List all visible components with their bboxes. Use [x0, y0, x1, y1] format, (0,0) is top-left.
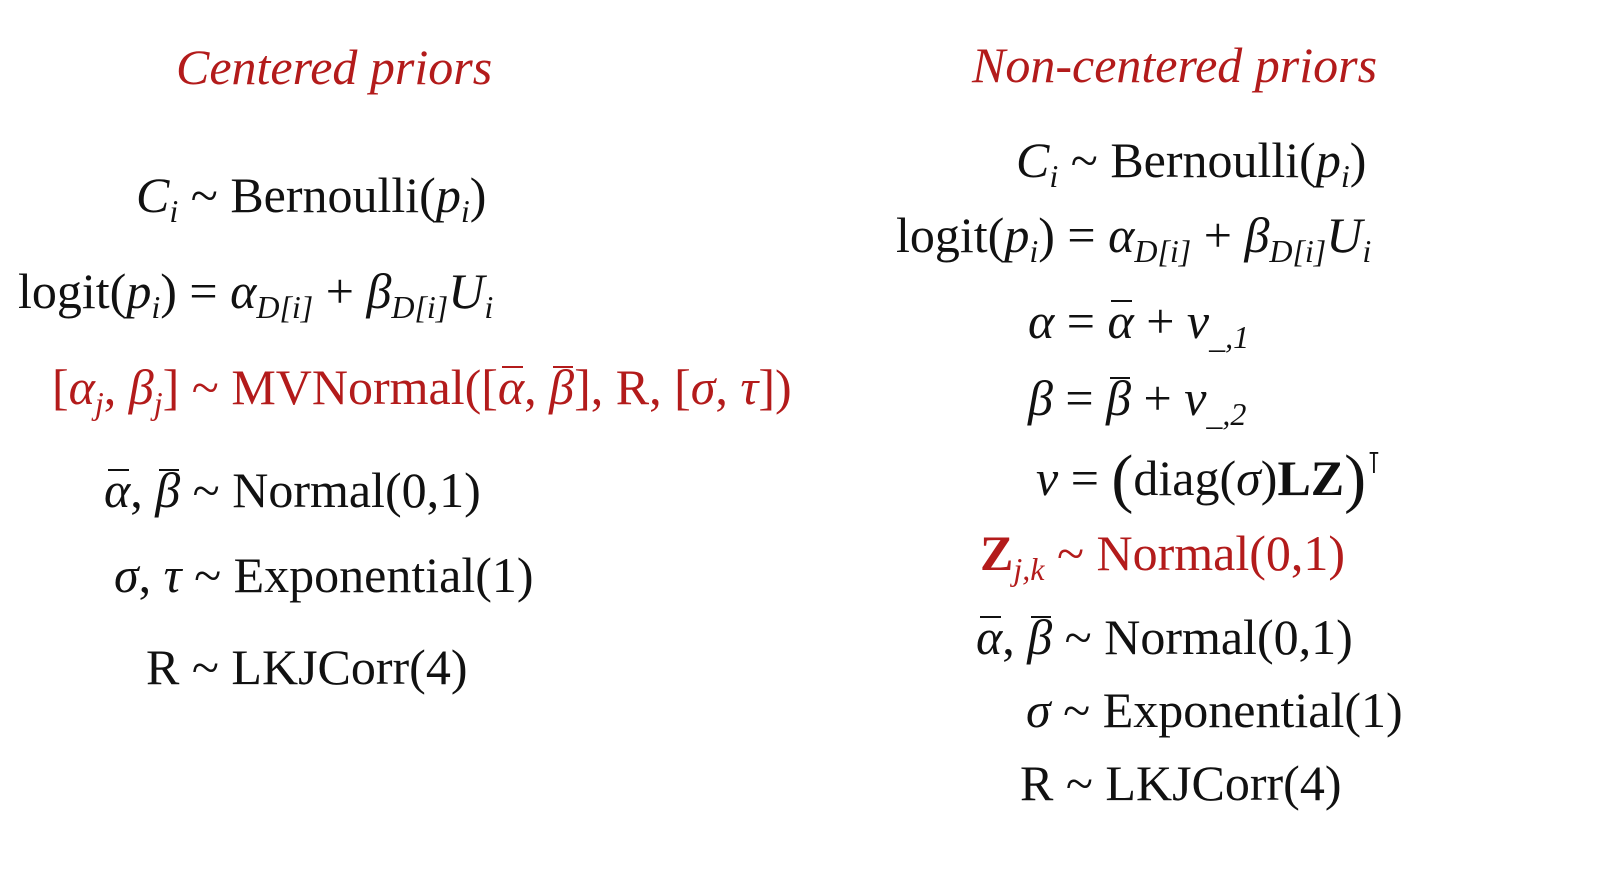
right-scale-prior: σ ~ Exponential(1): [1026, 682, 1403, 738]
non-centered-priors-heading: Non-centered priors: [972, 37, 1378, 93]
left-likelihood-equation: $C_i$ ~ $Bernoulli(p_i)$: [136, 167, 487, 229]
right-likelihood-equation: $C_i$ ~ $Bernoulli(p_i)$: [1016, 132, 1367, 194]
centered-priors-heading: Centered priors: [176, 39, 493, 95]
right-z-prior: $Z_{j,k}$ ~ Normal(0,1): [980, 525, 1346, 587]
right-logit-equation: $logit(p_i) = \alpha_{D[i]} + \beta_{D[i]}U_i$: [896, 207, 1372, 269]
right-mean-prior: α, β ~ Normal(0,1): [976, 609, 1353, 665]
right-v-equation: v = (diag(σ)LZ)⊺: [1036, 442, 1382, 515]
right-beta-equation: $\beta = \beta + v_{\_,2}$: [1028, 370, 1247, 432]
left-scale-prior: σ, τ ~ Exponential(1): [114, 547, 534, 603]
left-correlation-prior: R ~ LKJCorr(4): [146, 639, 468, 695]
right-correlation-prior: R ~ LKJCorr(4): [1020, 755, 1342, 811]
left-mean-prior: α, β ~ Normal(0,1): [104, 462, 481, 518]
right-alpha-equation: $\alpha = \alpha + v_{\_,1}$: [1028, 293, 1250, 355]
left-logit-equation: $logit(p_i) = \alpha_{D[i]} + \beta_{D[i]}U_i$: [18, 263, 494, 325]
left-mvnormal-prior: [$\alpha_j$, $\beta_j$] ~ MVNormal([α, β], R, [σ, τ]): [52, 359, 792, 421]
